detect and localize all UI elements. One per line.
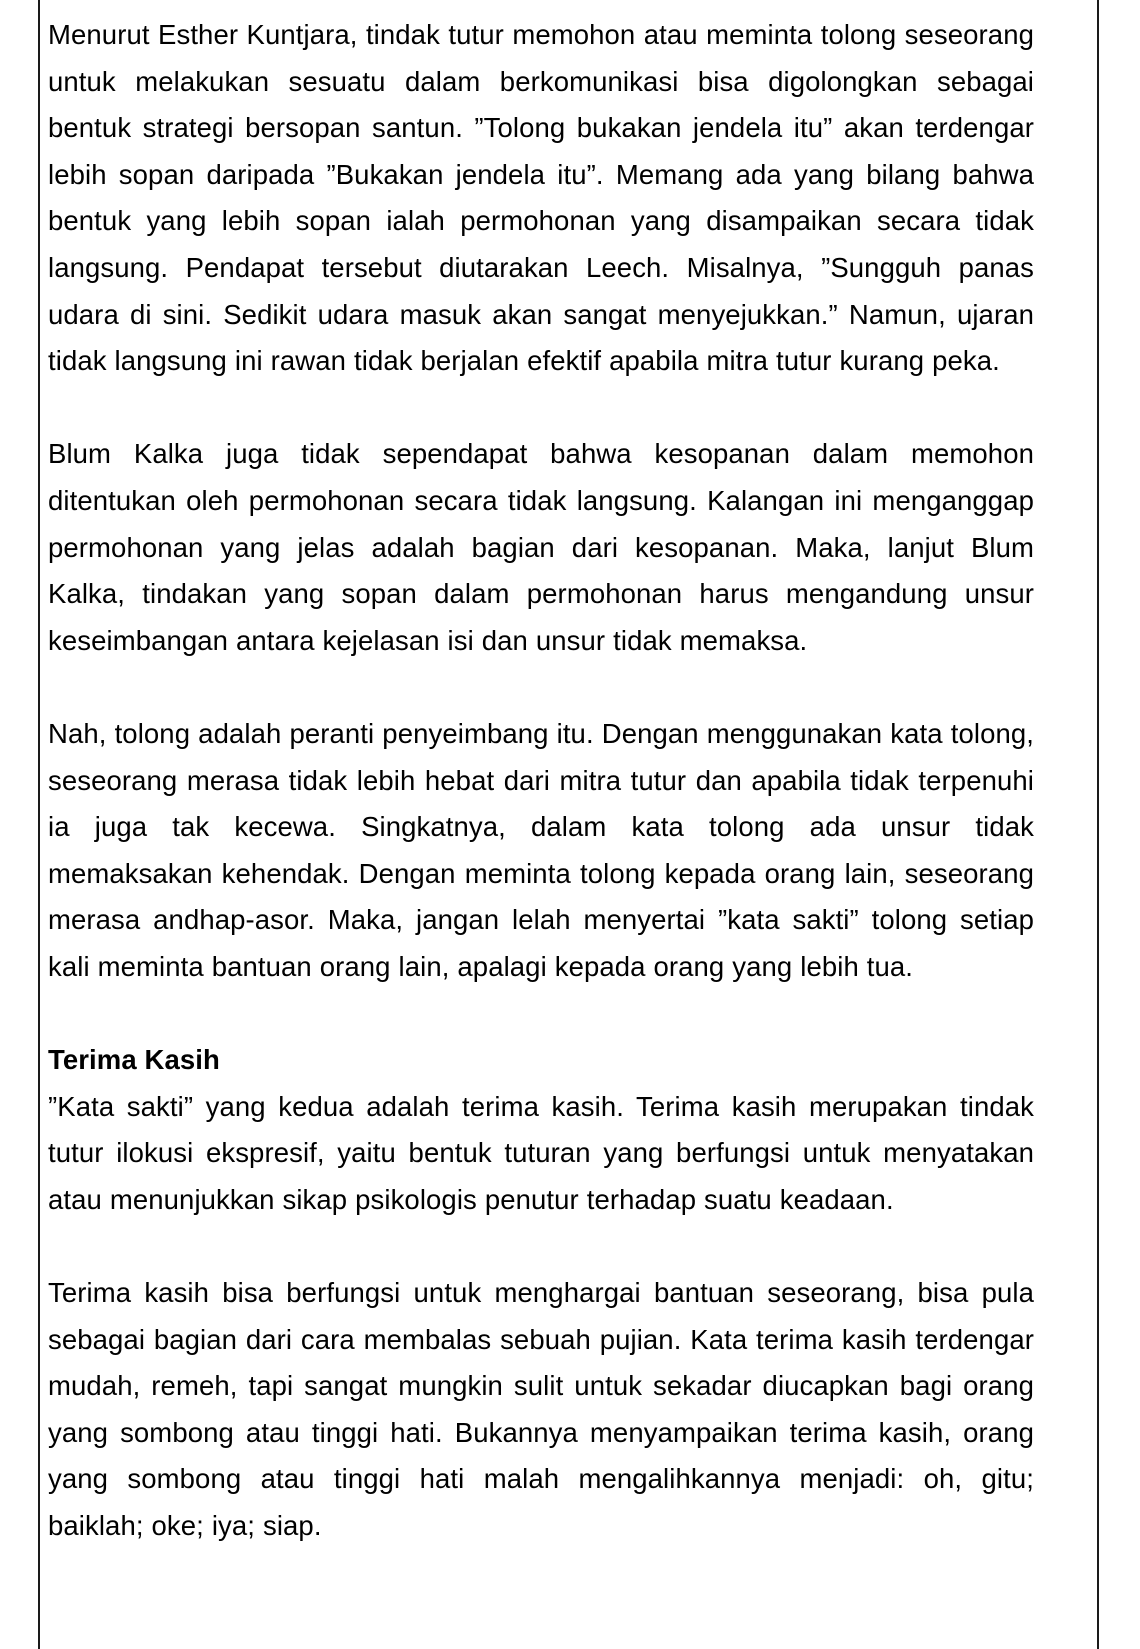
section-heading-terima-kasih: Terima Kasih (48, 1044, 220, 1076)
paragraph-1: Menurut Esther Kuntjara, tindak tutur memohon atau meminta tolong seseorang untuk melakukan sesuatu dalam berkomunikasi bisa digolongkan sebagai bentuk strategi bersopan santun. ”Tolong bukakan jendela itu” akan terdengar lebih sopan daripada ”Bukakan jendela itu”. Memang ada yang bilang bahwa bentuk yang lebih sopan ialah permohonan yang disampaikan secara tidak langsung. Pendapat tersebut diutarakan Leech. Misalnya, ”Sungguh panas udara di sini. Sedikit udara masuk akan sangat menyejukkan.” Namun, ujaran tidak langsung ini rawan tidak berjalan efektif apabila mitra tutur kurang peka. (48, 19, 1034, 377)
page-border-left-rule (38, 0, 40, 1649)
paragraph-5: Terima kasih bisa berfungsi untuk menghargai bantuan seseorang, bisa pula sebagai bagian dari cara membalas sebuah pujian. Kata terima kasih terdengar mudah, remeh, tapi sangat mungkin sulit untuk sekadar diucapkan bagi orang yang sombong atau tinggi hati. Bukannya menyampaikan terima kasih, orang yang sombong atau tinggi hati malah mengalihkannya menjadi: oh, gitu; baiklah; oke; iya; siap. (48, 1277, 1034, 1541)
paragraph-4: ”Kata sakti” yang kedua adalah terima kasih. Terima kasih merupakan tindak tutur ilokusi ekspresif, yaitu bentuk tuturan yang berfungsi untuk menyatakan atau menunjukkan sikap psikologis penutur terhadap suatu keadaan. (48, 1090, 1034, 1215)
paragraph-2: Blum Kalka juga tidak sependapat bahwa kesopanan dalam memohon ditentukan oleh permohonan secara tidak langsung. Kalangan ini menganggap permohonan yang jelas adalah bagian dari kesopanan. Maka, lanjut Blum Kalka, tindakan yang sopan dalam permohonan harus mengandung unsur keseimbangan antara kejelasan isi dan unsur tidak memaksa. (48, 438, 1034, 656)
top-spacer (48, 0, 1034, 12)
paragraph-3: Nah, tolong adalah peranti penyeimbang itu. Dengan menggunakan kata tolong, seseorang merasa tidak lebih hebat dari mitra tutur dan apabila tidak terpenuhi ia juga tak kecewa. Singkatnya, dalam kata tolong ada unsur tidak memaksakan kehendak. Dengan meminta tolong kepada orang lain, seseorang merasa andhap-asor. Maka, jangan lelah menyertai ”kata sakti” tolong setiap kali meminta bantuan orang lain, apalagi kepada orang yang lebih tua. (48, 717, 1034, 982)
document-text-column (48, 0, 1034, 1550)
page-border-right-rule (1097, 0, 1099, 1649)
